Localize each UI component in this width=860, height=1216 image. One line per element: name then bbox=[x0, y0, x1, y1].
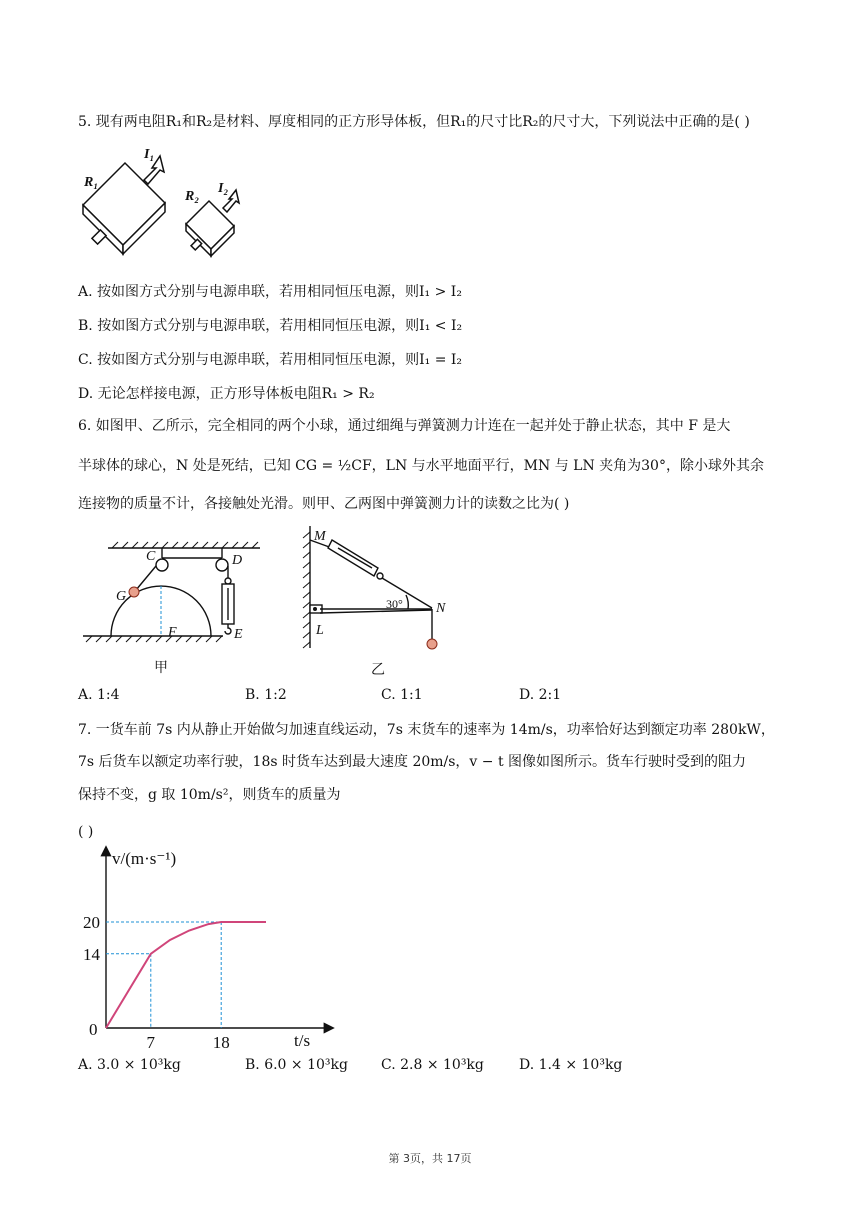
caption-yi: 乙 bbox=[371, 662, 385, 678]
vt-chart bbox=[70, 840, 340, 1055]
q5-stem: 5. 现有两电阻R₁和R₂是材料、厚度相同的正方形导体板，但R₁的尺寸比R₂的尺寸大，下列说法中正确的是( ) bbox=[78, 114, 750, 130]
label-l: L bbox=[316, 623, 324, 638]
label-f: F bbox=[168, 625, 177, 640]
q5-option-d[interactable]: D. 无论怎样接电源，正方形导体板电阻R₁ > R₂ bbox=[78, 386, 375, 402]
y-tick-14: 14 bbox=[83, 944, 100, 964]
q7-stem-line-3: 保持不变，g 取 10m/s²，则货车的质量为 bbox=[78, 787, 341, 803]
label-c: C bbox=[146, 549, 156, 564]
label-r1: R₁ bbox=[84, 175, 99, 190]
figure-jia bbox=[78, 538, 278, 680]
q7-option-b[interactable]: B. 6.0 × 10³kg bbox=[245, 1057, 348, 1073]
label-d: D bbox=[232, 553, 243, 568]
q7-answer-paren: ( ) bbox=[78, 824, 94, 840]
velocity-curve bbox=[106, 922, 266, 1028]
q7-stem-line-1: 7. 一货车前 7s 内从静止开始做匀加速直线运动，7s 末货车的速率为 14m/s，功率恰好达到额定功率 280kW， bbox=[78, 722, 775, 738]
x-tick-7: 7 bbox=[146, 1033, 156, 1052]
label-i2: I₂ bbox=[218, 181, 229, 196]
q5-resistor-figure bbox=[78, 148, 268, 263]
figure-yi bbox=[298, 524, 458, 680]
label-angle-30: 30° bbox=[386, 597, 403, 611]
y-tick-20: 20 bbox=[83, 913, 100, 932]
q7-option-a[interactable]: A. 3.0 × 10³kg bbox=[78, 1057, 181, 1073]
q5-option-c[interactable]: C. 按如图方式分别与电源串联，若用相同恒压电源，则I₁ = I₂ bbox=[78, 352, 463, 368]
x-axis-label: t/s bbox=[294, 1031, 311, 1050]
q7-option-c[interactable]: C. 2.8 × 10³kg bbox=[381, 1057, 484, 1073]
label-m: M bbox=[314, 529, 326, 544]
x-tick-18: 18 bbox=[212, 1033, 230, 1052]
q6-stem-line-1: 6. 如图甲、乙所示，完全相同的两个小球，通过细绳与弹簧测力计连在一起并处于静止状态，其中 F 是大 bbox=[78, 418, 731, 434]
label-r2: R₂ bbox=[185, 189, 200, 204]
q6-options bbox=[78, 687, 778, 707]
x-tick-0: 0 bbox=[89, 1020, 98, 1039]
label-e: E bbox=[234, 627, 243, 642]
q6-option-d[interactable]: D. 2:1 bbox=[519, 687, 562, 703]
q7-options bbox=[78, 1057, 778, 1077]
q6-stem-line-3: 连接物的质量不计，各接触处光滑。则甲、乙两图中弹簧测力计的读数之比为( ) bbox=[78, 496, 570, 512]
q6-stem-line-2: 半球体的球心，N 处是死结，已知 CG = ½CF，LN 与水平地面平行，MN 与 LN 夹角为30°，除小球外其余 bbox=[78, 458, 764, 474]
label-i1: I₁ bbox=[144, 147, 155, 162]
q7-stem-line-2: 7s 后货车以额定功率行驶，18s 时货车达到最大速度 20m/s，v − t 图像如图所示。货车行驶时受到的阻力 bbox=[78, 754, 747, 770]
q6-option-a[interactable]: A. 1:4 bbox=[78, 687, 120, 703]
q5-option-b[interactable]: B. 按如图方式分别与电源串联，若用相同恒压电源，则I₁ < I₂ bbox=[78, 318, 463, 334]
y-axis-label: v/(m·s⁻¹) bbox=[112, 849, 177, 868]
q7-option-d[interactable]: D. 1.4 × 10³kg bbox=[519, 1057, 623, 1073]
caption-jia: 甲 bbox=[154, 660, 168, 676]
label-g: G bbox=[116, 589, 127, 604]
page-footer: 第 3页，共 17页 bbox=[388, 1152, 472, 1165]
q6-option-c[interactable]: C. 1:1 bbox=[381, 687, 423, 703]
label-n: N bbox=[436, 601, 446, 616]
q5-option-a[interactable]: A. 按如图方式分别与电源串联，若用相同恒压电源，则I₁ > I₂ bbox=[78, 284, 462, 300]
q6-option-b[interactable]: B. 1:2 bbox=[245, 687, 287, 703]
